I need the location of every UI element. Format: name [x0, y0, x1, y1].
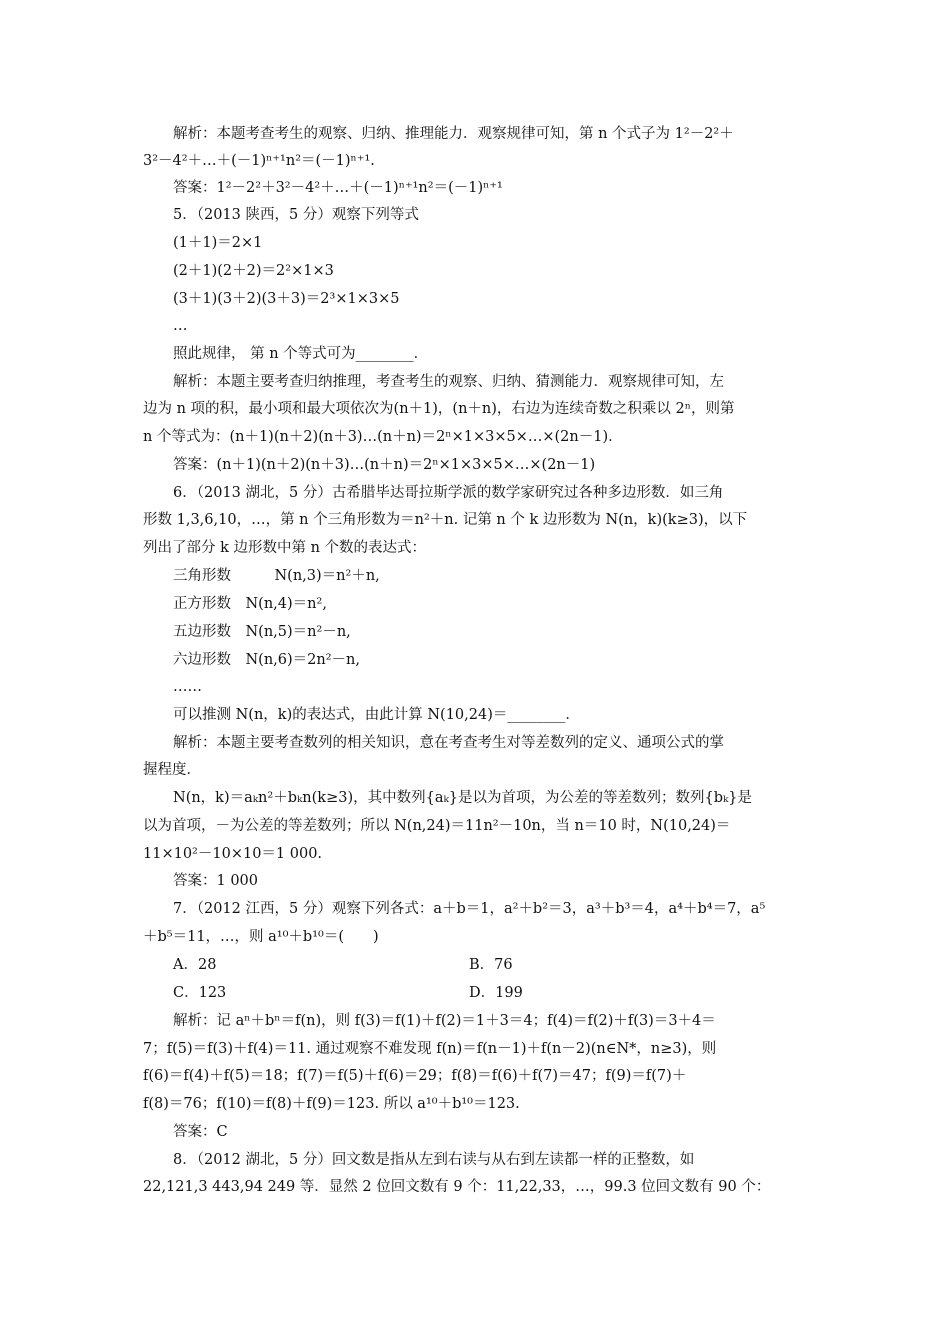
- problem-8-header: 8．（2012 湖北，5 分）回文数是指从左到右读与从右到左读都一样的正整数，如: [173, 1152, 695, 1168]
- text-line: (3＋1)(3＋2)(3＋3)＝2³×1×3×5: [173, 291, 400, 307]
- option-c: C．123: [173, 985, 227, 1001]
- text-line: 正方形数 N(n,4)＝n²,: [173, 596, 327, 612]
- text-line: 答案：C: [173, 1124, 228, 1140]
- text-line: 解析：本题主要考查数列的相关知识，意在考查考生对等差数列的定义、通项公式的掌: [173, 735, 724, 751]
- text-line: 五边形数 N(n,5)＝n²－n,: [173, 624, 351, 640]
- option-row: [173, 955, 843, 975]
- option-row: [173, 983, 843, 1003]
- problem-6-header: 6．（2013 湖北，5 分）古希腊毕达哥拉斯学派的数学家研究过各种多边形数．如三角: [173, 485, 724, 501]
- text-line: 11×10²－10×10＝1 000.: [143, 846, 323, 862]
- text-line: 形数 1,3,6,10，…，第 n 个三角形数为＝n²＋n. 记第 n 个 k 边形数为 N(n，k)(k≥3)，以下: [143, 512, 748, 528]
- option-d: D．199: [469, 985, 523, 1001]
- text-line: 照此规律， 第 n 个等式可为________．: [173, 346, 429, 362]
- text-line: ……: [173, 679, 202, 695]
- text-line: 答案：1²－2²＋3²－4²＋…＋(－1)ⁿ⁺¹n²＝(－1)ⁿ⁺¹: [173, 180, 503, 196]
- text-line: 以为首项，－为公差的等差数列；所以 N(n,24)＝11n²－10n，当 n＝10 时，N(10,24)＝: [143, 818, 731, 834]
- text-line: 三角形数 N(n,3)＝n²＋n,: [173, 568, 380, 584]
- text-line: n 个等式为：(n＋1)(n＋2)(n＋3)…(n＋n)＝2ⁿ×1×3×5×…×(2n－1)．: [143, 429, 623, 445]
- text-line: f(8)＝76；f(10)＝f(8)＋f(9)＝123. 所以 a¹⁰＋b¹⁰＝123.: [143, 1096, 520, 1112]
- option-b: B．76: [469, 957, 513, 973]
- text-line: 可以推测 N(n，k)的表达式，由此计算 N(10,24)＝________．: [173, 707, 580, 723]
- text-line: N(n，k)＝aₖn²＋bₖn(k≥3)，其中数列{aₖ}是以为首项，为公差的等差数列；数列{bₖ}是: [173, 790, 752, 806]
- text-line: 解析：本题主要考查归纳推理，考查考生的观察、归纳、猜测能力．观察规律可知，左: [173, 374, 724, 390]
- text-line: …: [173, 318, 188, 334]
- option-a: A．28: [173, 957, 217, 973]
- text-line: 边为 n 项的积，最小项和最大项依次为(n＋1)，(n＋n)，右边为连续奇数之积乘以 2ⁿ，则第: [143, 401, 735, 417]
- text-line: (1＋1)＝2×1: [173, 235, 263, 251]
- text-line: 解析：本题考查考生的观察、归纳、推理能力．观察规律可知，第 n 个式子为 1²－2²＋: [173, 126, 734, 142]
- text-line: (2＋1)(2＋2)＝2²×1×3: [173, 263, 334, 279]
- text-line: 解析：记 aⁿ＋bⁿ＝f(n)，则 f(3)＝f(1)＋f(2)＝1＋3＝4；f(4)＝f(2)＋f(3)＝3＋4＝: [173, 1013, 716, 1029]
- text-line: f(6)＝f(4)＋f(5)＝18；f(7)＝f(5)＋f(6)＝29；f(8)＝f(6)＋f(7)＝47；f(9)＝f(7)＋: [143, 1068, 687, 1084]
- text-line: 答案：(n＋1)(n＋2)(n＋3)…(n＋n)＝2ⁿ×1×3×5×…×(2n－1): [173, 457, 596, 473]
- text-line: 3²－4²＋…＋(－1)ⁿ⁺¹n²＝(－1)ⁿ⁺¹.: [143, 153, 375, 169]
- problem-5-header: 5．（2013 陕西，5 分）观察下列等式: [173, 207, 419, 223]
- text-line: 7；f(5)＝f(3)＋f(4)＝11. 通过观察不难发现 f(n)＝f(n－1)＋f(n－2)(n∈N*，n≥3)，则: [143, 1041, 717, 1057]
- text-line: 答案：1 000: [173, 873, 259, 889]
- text-line: ＋b⁵＝11，…，则 a¹⁰＋b¹⁰＝( ): [143, 929, 379, 945]
- problem-7-header: 7．（2012 江西，5 分）观察下列各式：a＋b＝1，a²＋b²＝3，a³＋b³＝4，a⁴＋b⁴＝7，a⁵: [173, 901, 766, 917]
- text-line: 六边形数 N(n,6)＝2n²－n,: [173, 652, 360, 668]
- text-line: 22,121,3 443,94 249 等．显然 2 位回文数有 9 个：11,22,33，…，99.3 位回文数有 90 个：: [143, 1179, 771, 1195]
- text-line: 列出了部分 k 边形数中第 n 个数的表达式：: [143, 540, 427, 556]
- text-line: 握程度．: [143, 762, 201, 778]
